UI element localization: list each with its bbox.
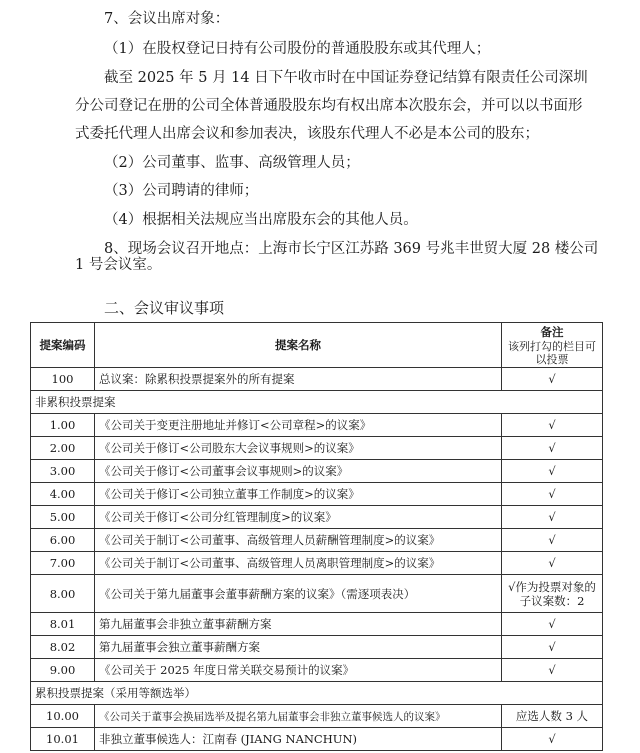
- paragraph: （4）根据相关法规应当出席股东会的其他人员。: [104, 212, 418, 228]
- header-note-title: 备注: [540, 324, 564, 339]
- proposal-note: √: [502, 636, 603, 659]
- paragraph: 截至 2025 年 5 月 14 日下午收市时在中国证券登记结算有限责任公司深圳: [104, 70, 588, 86]
- proposal-code: 9.00: [31, 659, 95, 682]
- proposal-note: √: [502, 728, 603, 751]
- proposal-code: 10.00: [31, 705, 95, 728]
- paragraph: （1）在股权登记日持有公司股份的普通股股东或其代理人；: [104, 41, 491, 57]
- header-note: [502, 323, 603, 368]
- paragraph: 1 号会议室。: [75, 257, 162, 273]
- proposal-name: 《公司关于修订<公司独立董事工作制度>的议案》: [95, 483, 502, 506]
- table-row: [31, 529, 603, 552]
- proposal-code: 2.00: [31, 437, 95, 460]
- proposal-note: 应选人数 3 人: [502, 705, 603, 728]
- paragraph: 式委托代理人出席会议和参加表决，该股东代理人不必是本公司的股东；: [75, 126, 539, 142]
- proposal-name: 《公司关于修订<公司分红管理制度>的议案》: [95, 506, 502, 529]
- proposal-note: √: [502, 414, 603, 437]
- table-row: [31, 636, 603, 659]
- proposal-name: 《公司关于修订<公司股东大会议事规则>的议案》: [95, 437, 502, 460]
- proposal-code: 3.00: [31, 460, 95, 483]
- table-row: [31, 506, 603, 529]
- proposal-name: 《公司关于董事会换届选举及提名第九届董事会非独立董事候选人的议案》: [95, 705, 502, 728]
- table-row: [31, 460, 603, 483]
- proposal-name: 《公司关于制订<公司董事、高级管理人员离职管理制度>的议案》: [95, 552, 502, 575]
- proposal-note: √: [502, 460, 603, 483]
- proposal-note: √: [502, 659, 603, 682]
- proposal-name: 非独立董事候选人：江南春 (JIANG NANCHUN): [95, 728, 502, 751]
- paragraph: 分公司登记在册的公司全体普通股股东均有权出席本次股东会，并可以以书面形: [75, 98, 583, 114]
- paragraph: （2）公司董事、监事、高级管理人员；: [104, 155, 360, 171]
- table-row: [31, 552, 603, 575]
- header-name: 提案名称: [95, 323, 502, 368]
- table-row: [31, 659, 603, 682]
- group-label: 非累积投票提案: [31, 391, 603, 414]
- proposal-name: 总议案：除累积投票提案外的所有提案: [95, 368, 502, 391]
- paragraph: 7、会议出席对象：: [104, 11, 230, 27]
- proposal-note: √: [502, 506, 603, 529]
- proposal-code: 7.00: [31, 552, 95, 575]
- proposal-name: 第九届董事会独立董事薪酬方案: [95, 636, 502, 659]
- proposal-note: √: [502, 552, 603, 575]
- proposal-note: √: [502, 437, 603, 460]
- table-row: [31, 728, 603, 751]
- proposal-code: 6.00: [31, 529, 95, 552]
- proposal-name: 《公司关于制订<公司董事、高级管理人员薪酬管理制度>的议案》: [95, 529, 502, 552]
- table-row: [31, 368, 603, 391]
- header-code: 提案编码: [31, 323, 95, 368]
- table-body: [31, 368, 603, 751]
- table-row: [31, 575, 603, 613]
- table-row: [31, 483, 603, 506]
- table-group-row: [31, 391, 603, 414]
- section-title: 二、会议审议事项: [104, 299, 225, 317]
- proposal-code: 8.01: [31, 613, 95, 636]
- proposal-code: 1.00: [31, 414, 95, 437]
- proposal-code: 5.00: [31, 506, 95, 529]
- proposal-note: √: [502, 483, 603, 506]
- table-row: [31, 414, 603, 437]
- paragraph: （3）公司聘请的律师；: [104, 183, 259, 199]
- table-row: [31, 705, 603, 728]
- proposal-name: 《公司关于 2025 年度日常关联交易预计的议案》: [95, 659, 502, 682]
- paragraph: 8、现场会议召开地点：上海市长宁区江苏路 369 号兆丰世贸大厦 28 楼公司: [104, 241, 599, 257]
- agenda-table: [30, 322, 603, 751]
- proposal-code: 4.00: [31, 483, 95, 506]
- proposal-note: √: [502, 613, 603, 636]
- proposal-name: 《公司关于第九届董事会董事薪酬方案的议案》（需逐项表决）: [95, 575, 502, 613]
- proposal-name: 《公司关于变更注册地址并修订<公司章程>的议案》: [95, 414, 502, 437]
- header-note-sub: 该列打勾的栏目可以投票: [508, 339, 596, 366]
- proposal-code: 100: [31, 368, 95, 391]
- proposal-note: √作为投票对象的子议案数：2: [502, 575, 603, 613]
- proposal-name: 《公司关于修订<公司董事会议事规则>的议案》: [95, 460, 502, 483]
- proposal-name: 第九届董事会非独立董事薪酬方案: [95, 613, 502, 636]
- group-label: 累积投票提案（采用等额选举）: [31, 682, 603, 705]
- proposal-note: √: [502, 529, 603, 552]
- proposal-code: 8.00: [31, 575, 95, 613]
- proposal-code: 8.02: [31, 636, 95, 659]
- proposal-code: 10.01: [31, 728, 95, 751]
- table-header: [31, 323, 603, 368]
- proposal-note: √: [502, 368, 603, 391]
- table-row: [31, 613, 603, 636]
- table-row: [31, 437, 603, 460]
- table-group-row: [31, 682, 603, 705]
